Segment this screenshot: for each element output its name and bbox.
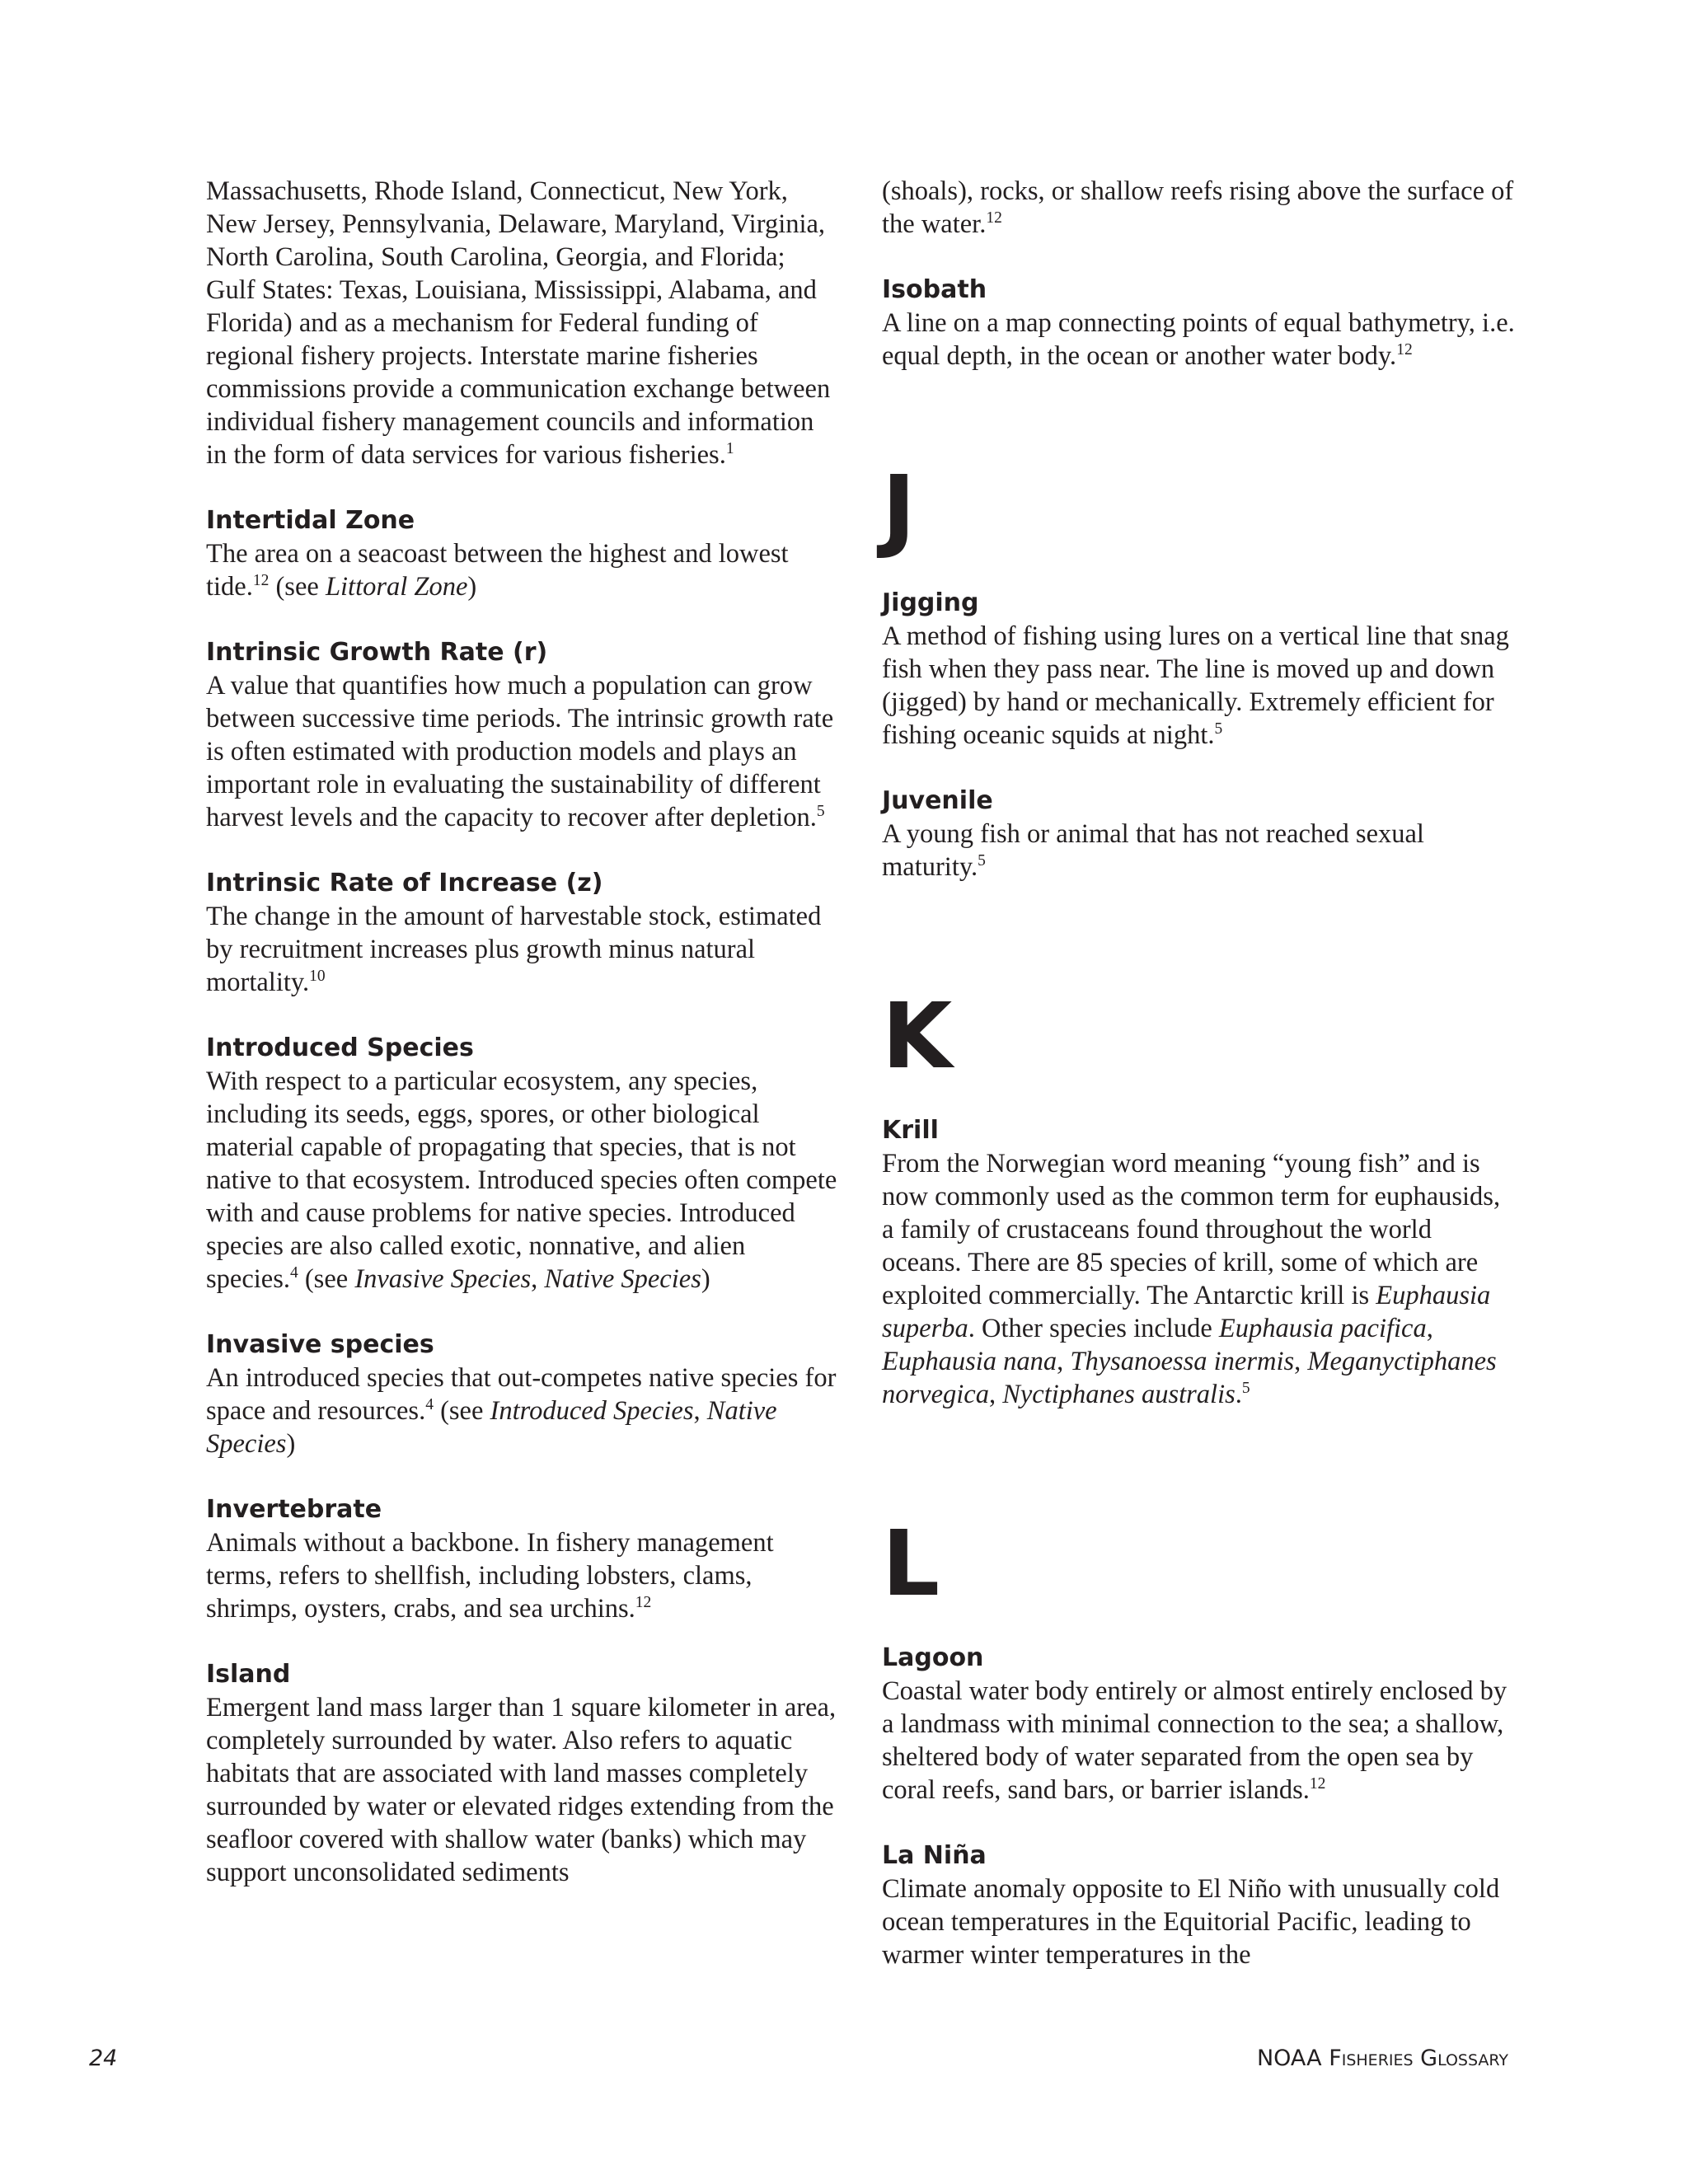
definition: Animals without a backbone. In fishery management terms, refers to shellfish, including lobsters, clams, shrimps, oysters, crabs, and sea urchins.$^{12}$ <box>206 1528 774 1624</box>
footnote-ref: 12 <box>986 209 1002 227</box>
entry-continuation-right <box>882 175 1517 241</box>
term-heading: La Niña <box>882 1841 987 1870</box>
definition: The area on a seacoast between the highest and lowest tide.$^{12}$ (see Littoral Zone) <box>206 539 789 602</box>
running-footer-title: NOAA Fisheries Glossary <box>1256 2046 1508 2071</box>
entry-krill <box>882 1114 1517 1411</box>
definition: A line on a map connecting points of equal bathymetry, i.e. equal depth, in the ocean or another water body.$^{12}$ <box>882 308 1515 371</box>
definition: An introduced species that out-competes native species for space and resources.$^4$ (see Introduced Species, Native Species) <box>206 1363 837 1459</box>
entry-intrinsic-growth-rate <box>206 636 841 834</box>
entry-intrinsic-rate-of-increase <box>206 867 841 999</box>
term-heading: Isobath <box>882 275 987 304</box>
right-column <box>882 175 1517 2004</box>
cross-reference: Native Species <box>544 1264 701 1294</box>
section-letter-j: J <box>882 456 916 561</box>
cross-reference: Native Species <box>206 1396 777 1459</box>
footnote-ref: 5 <box>978 852 986 870</box>
term-heading: Intrinsic Rate of Increase (z) <box>206 869 603 898</box>
cross-reference: Invasive Species <box>354 1264 532 1294</box>
footnote-ref: 5 <box>816 803 825 821</box>
definition: Massachusetts, Rhode Island, Connecticut, New York, New Jersey, Pennsylvania, Delaware, Maryland, Virginia, North Carolina, South Carolina, Georgia, and Florida; Gulf States: Texas, Louisiana, Mississippi, Alabama, and Florida) and as a mechanism for Federal funding of regional fishery projects. Interstate marine fisheries commissions provide a communication exchange between individual fishery management councils and information in the form of data services for various fisheries.$^1$ <box>206 176 831 470</box>
section-letter-k: K <box>882 983 953 1089</box>
term-heading: Introduced Species <box>206 1033 474 1062</box>
term-heading: Juvenile <box>882 786 993 815</box>
species-name: Euphausia superba <box>882 1281 1491 1343</box>
species-name: Euphausia pacifica <box>1218 1314 1427 1343</box>
entry-intertidal-zone <box>206 504 841 603</box>
term-heading: Invertebrate <box>206 1495 382 1524</box>
footnote-ref: 1 <box>725 440 734 458</box>
entry-invasive-species <box>206 1329 841 1460</box>
definition: Emergent land mass larger than 1 square kilometer in area, completely surrounded by water. Also refers to aquatic habitats that are associated with land masses completely surrounded by water or elevated ridges extending from the seafloor covered with shallow water (banks) which may support unconsolidated sediments <box>206 1693 837 1887</box>
section-letter-l: L <box>882 1511 940 1616</box>
definition: (shoals), rocks, or shallow reefs rising above the surface of the water.$^{12}$ <box>882 176 1514 239</box>
definition: A value that quantifies how much a population can grow between successive time periods. The intrinsic growth rate is often estimated with production models and plays an important role in evaluating the sustainability of different harvest levels and the capacity to recover after depletion.$^5$ <box>206 671 834 832</box>
term-heading: Intertidal Zone <box>206 506 415 535</box>
definition: The change in the amount of harvestable stock, estimated by recruitment increases plus growth minus natural mortality.$^{10}$ <box>206 902 822 997</box>
left-column <box>206 175 841 1922</box>
footnote-ref: 12 <box>635 1594 652 1612</box>
definition: Coastal water body entirely or almost entirely enclosed by a landmass with minimal connection to the sea; a shallow, sheltered body of water separated from the open sea by coral reefs, sand bars, or barrier islands.$^{12}$ <box>882 1676 1507 1805</box>
term-heading: Intrinsic Growth Rate (r) <box>206 638 548 667</box>
footnote-ref: 12 <box>252 572 270 590</box>
entry-juvenile <box>882 785 1517 883</box>
entry-invertebrate <box>206 1493 841 1625</box>
entry-jigging <box>882 587 1517 752</box>
species-name: Thysanoessa inermis <box>1070 1347 1295 1376</box>
term-heading: Jigging <box>882 588 979 617</box>
species-name: Euphausia nana <box>882 1347 1057 1376</box>
footnote-ref: 10 <box>309 968 326 986</box>
footnote-ref: 12 <box>1309 1775 1326 1793</box>
entry-lagoon <box>882 1642 1517 1807</box>
definition: With respect to a particular ecosystem, any species, including its seeds, eggs, spores, or other biological material capable of propagating that species, that is not native to that ecosystem. Introduced species often compete with and cause problems for native species. Introduced species are also called exotic, nonnative, and alien species.$^4$ (see Invasive Species, Native Species) <box>206 1066 837 1294</box>
species-name: Meganyctiphanes norvegica <box>882 1347 1497 1409</box>
definition: Climate anomaly opposite to El Niño with unusually cold ocean temperatures in the Equitorial Pacific, leading to warmer winter temperatures in the <box>882 1874 1500 1970</box>
entry-introduced-species <box>206 1032 841 1296</box>
entry-island <box>206 1658 841 1889</box>
page-number: 24 <box>89 2046 118 2071</box>
species-name: Nyctiphanes australis <box>1002 1380 1236 1409</box>
cross-reference: Introduced Species <box>490 1396 694 1426</box>
cross-reference: Littoral Zone <box>325 572 468 602</box>
footnote-ref: 12 <box>1396 341 1413 359</box>
definition: A young fish or animal that has not reached sexual maturity.$^5$ <box>882 819 1424 882</box>
entry-continuation-left <box>206 175 841 471</box>
footnote-ref: 4 <box>289 1264 298 1282</box>
term-heading: Island <box>206 1660 291 1689</box>
entry-la-nina <box>882 1840 1517 1971</box>
definition: A method of fishing using lures on a vertical line that snag fish when they pass near. The line is moved up and down (jigged) by hand or mechanically. Extremely efficient for fishing oceanic squids at night.$^5$ <box>882 621 1509 750</box>
term-heading: Invasive species <box>206 1330 434 1359</box>
footnote-ref: 5 <box>1214 720 1223 738</box>
term-heading: Lagoon <box>882 1643 984 1672</box>
footnote-ref: 4 <box>425 1396 434 1414</box>
entry-isobath <box>882 274 1517 373</box>
footnote-ref: 5 <box>1241 1380 1250 1398</box>
term-heading: Krill <box>882 1116 939 1145</box>
definition: From the Norwegian word meaning “young fish” and is now commonly used as the common term for euphausids, a family of crustaceans found throughout the world oceans. There are 85 species of krill, some of which are exploited commercially. The Antarctic krill is Euphausia superba. Other species include Euphausia pacifica, Euphausia nana, Thysanoessa inermis, Meganyctiphanes norvegica, Nyctiphanes australis.$^5$ <box>882 1149 1501 1409</box>
